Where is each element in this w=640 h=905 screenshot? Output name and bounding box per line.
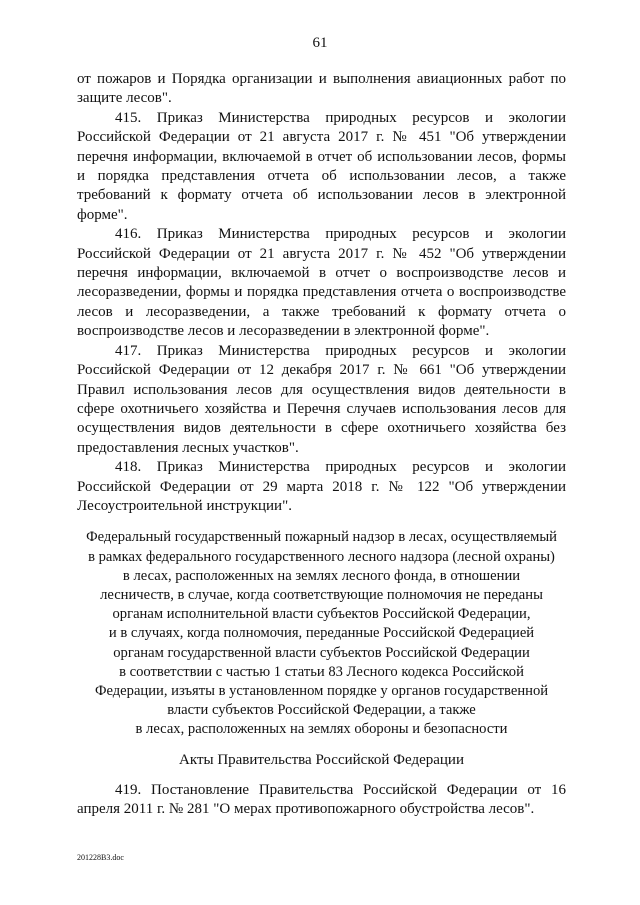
- paragraph-415: 415. Приказ Министерства природных ресурсов и экологии Российской Федерации от 21 августа 2017 г. № 451 "Об утверждении перечня информации, включаемой в отчет об использовании лесов, формы и порядка представления отчета об использовании лесов, а также требований к формату отчета об использовании лесов в электронной форме".: [77, 109, 566, 223]
- paragraph-continuation: от пожаров и Порядка организации и выполнения авиационных работ по защите лесов".: [77, 71, 566, 107]
- paragraph-416: 416. Приказ Министерства природных ресурсов и экологии Российской Федерации от 21 августа 2017 г. № 452 "Об утверждении перечня информации, включаемой в отчет о воспроизводстве лесов и лесоразведении, формы и порядка представления отчета о воспроизводстве лесов и лесоразведении, а также требований к формату отчета о воспроизводстве лесов и лесоразведении в электронной форме".: [77, 226, 566, 340]
- paragraph-418: 418. Приказ Министерства природных ресурсов и экологии Российской Федерации от 29 марта 2018 г. № 122 "Об утверждении Лесоустроительной инструкции".: [77, 459, 566, 514]
- section-heading-line: в соответствии с частью 1 статьи 83 Лесного кодекса Российской: [119, 663, 524, 680]
- paragraph-417: 417. Приказ Министерства природных ресурсов и экологии Российской Федерации от 12 декабря 2017 г. № 661 "Об утверждении Правил использования лесов для осуществления видов деятельности в сфере охотничьего хозяйства и Перечня случаев использования лесов для осуществления видов деятельности в сфере охотничьего хозяйства без предоставления лесных участков".: [77, 342, 566, 456]
- section-heading-line: власти субъектов Российской Федерации, а также: [167, 702, 476, 719]
- page-number: 61: [312, 35, 328, 51]
- section-heading-line: Федеральный государственный пожарный надзор в лесах, осуществляемый: [86, 529, 557, 546]
- paragraph-419: 419. Постановление Правительства Российской Федерации от 16 апреля 2011 г. № 281 "О мерах противопожарного обустройства лесов".: [77, 781, 566, 818]
- section-heading-line: лесничеств, в случае, когда соответствующие полномочия не переданы: [100, 586, 543, 603]
- subheading: Акты Правительства Российской Федерации: [179, 751, 464, 768]
- section-heading-line: и в случаях, когда полномочия, переданные Российской Федерацией: [108, 625, 535, 642]
- section-heading-line: органам государственной власти субъектов Российской Федерации: [113, 644, 530, 661]
- document-body: [77, 70, 566, 820]
- section-heading-line: в рамках федерального государственного лесного надзора (лесной охраны): [88, 548, 555, 565]
- section-heading-line: органам исполнительной власти субъектов Российской Федерации,: [112, 606, 531, 623]
- section-heading-line: в лесах, расположенных на землях обороны и безопасности: [135, 721, 508, 738]
- section-heading: [77, 528, 566, 739]
- footer-file-code: 201228В3.doc: [77, 853, 124, 862]
- section-heading-line: Федерации, изъяты в установленном порядке у органов государственной: [94, 682, 549, 699]
- section-heading-line: в лесах, расположенных на землях лесного фонда, в отношении: [122, 567, 521, 584]
